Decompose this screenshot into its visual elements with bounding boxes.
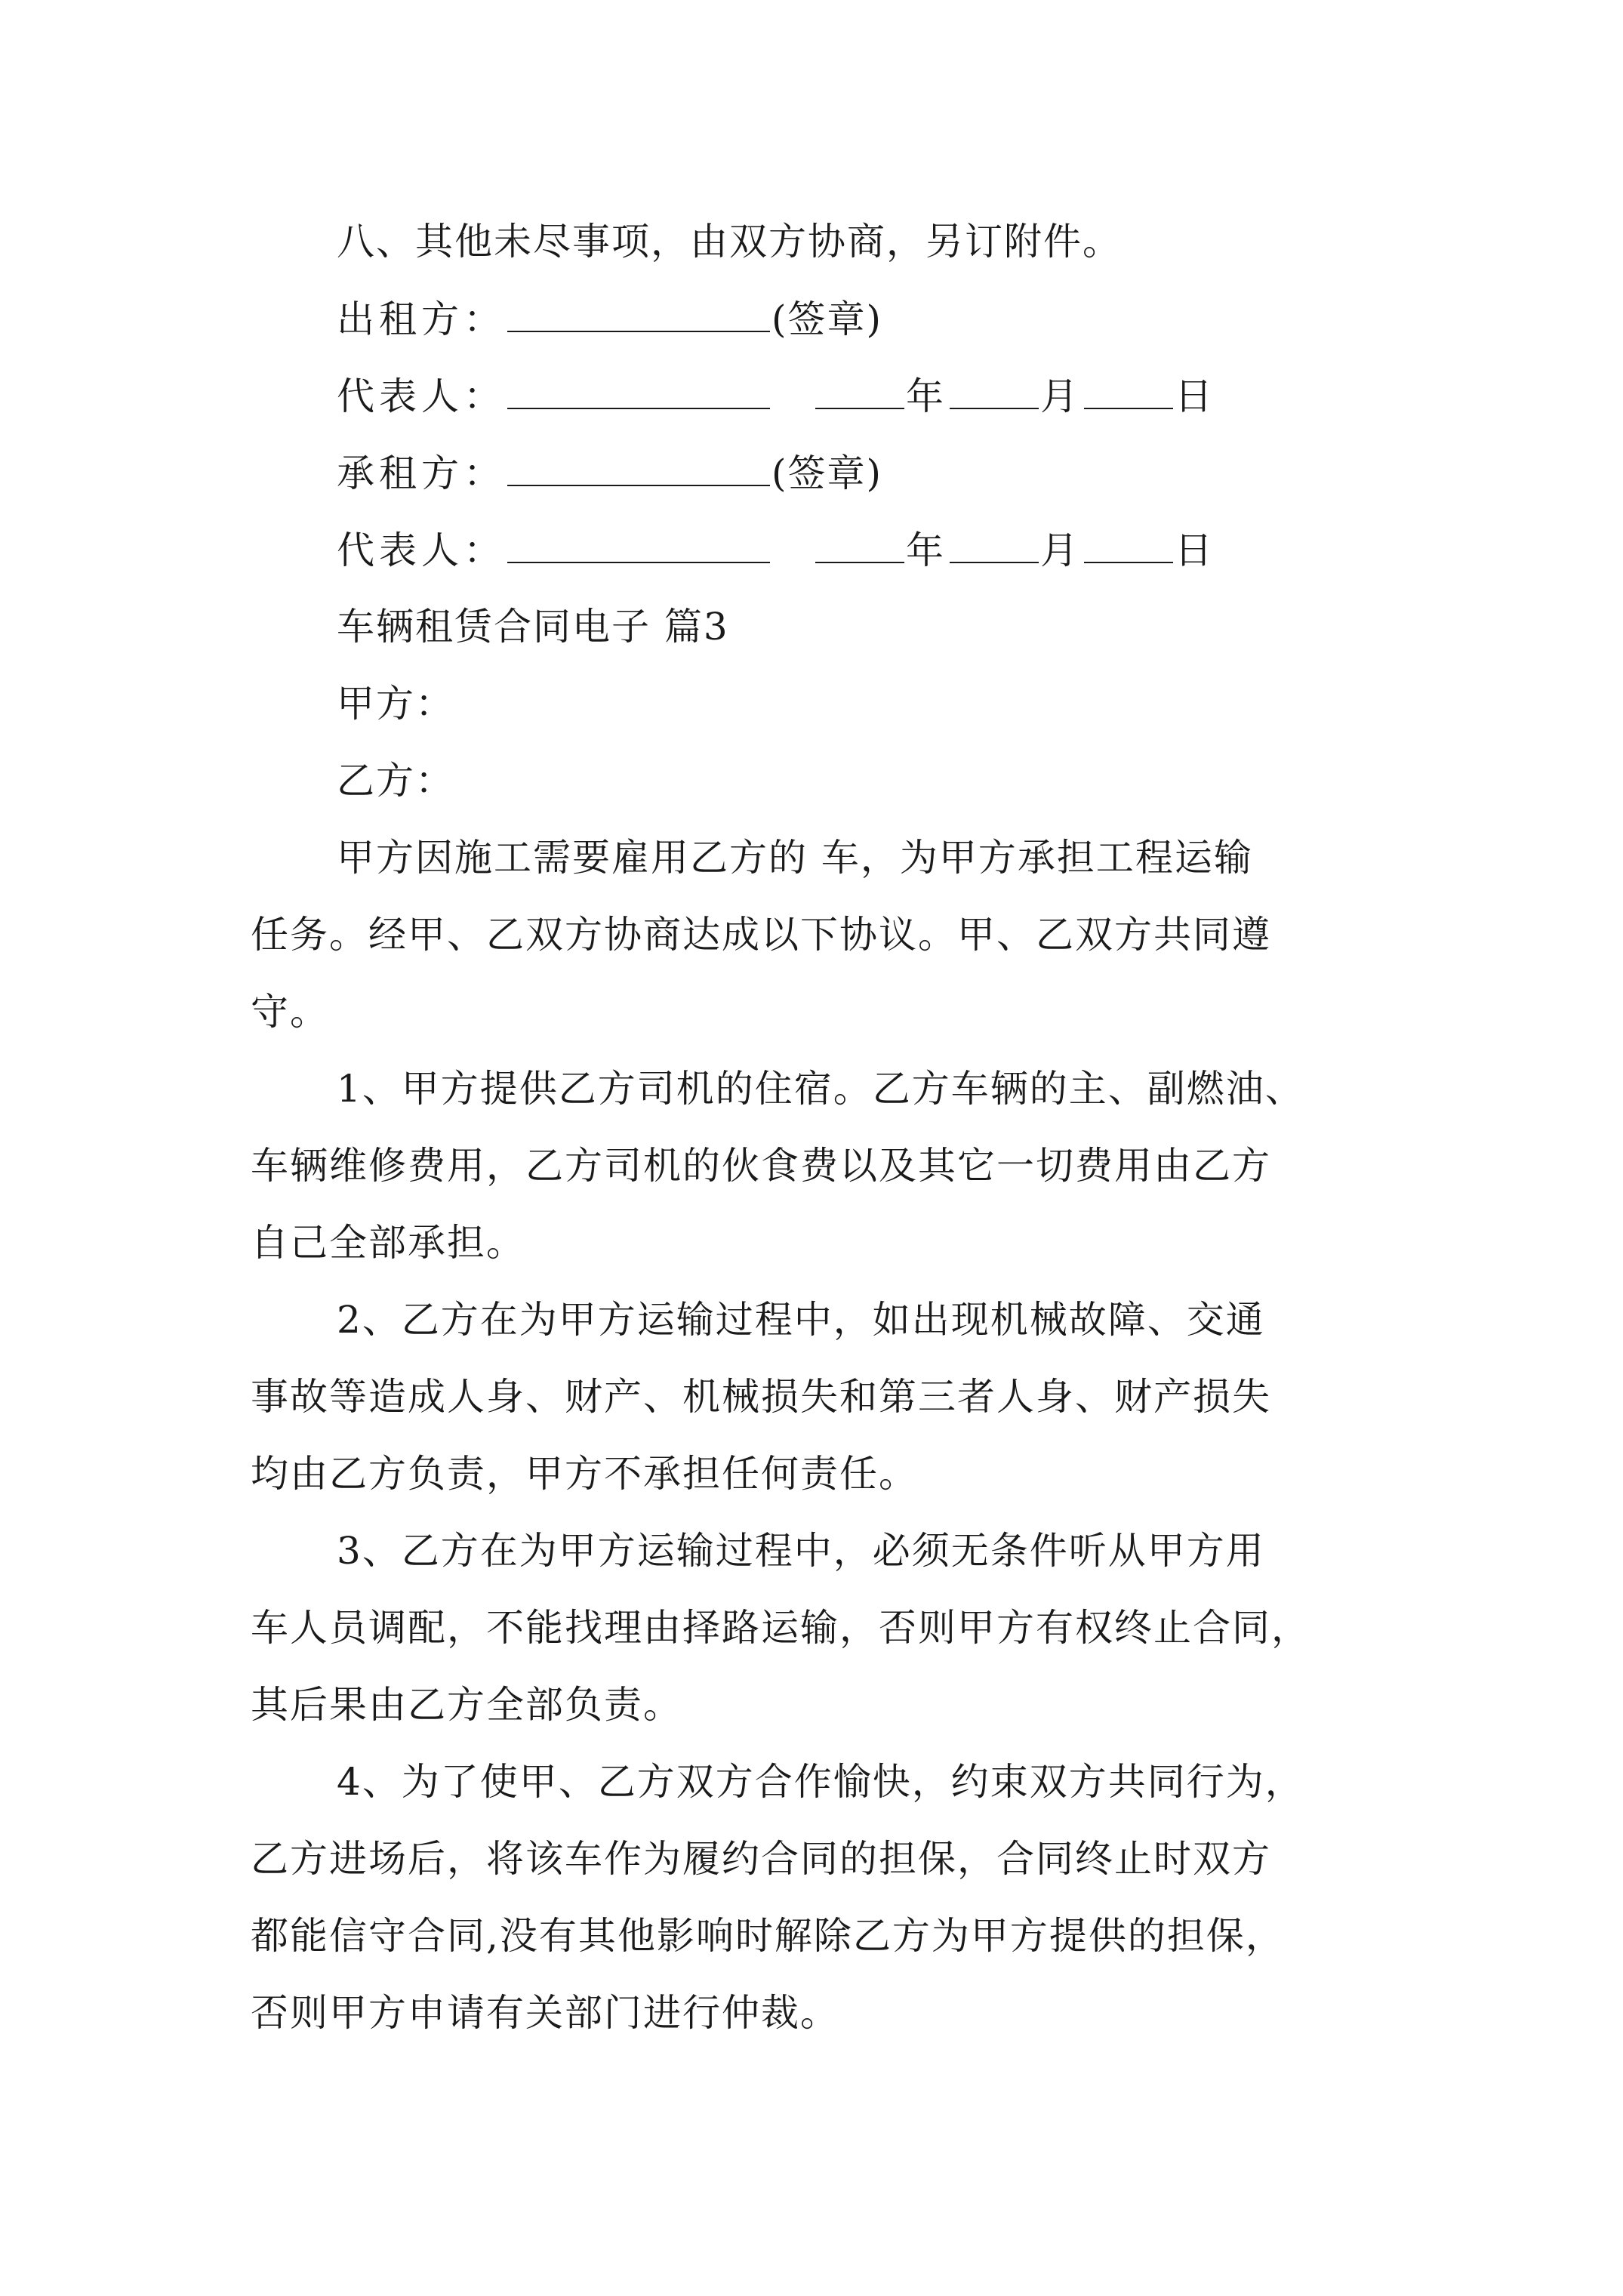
year-label: 年 [906, 374, 945, 418]
intro-line: 任务。经甲、乙双方协商达成以下协议。甲、乙双方共同遵 [251, 913, 1271, 957]
lessor-colon: ： [463, 297, 503, 341]
clause-1-line: 1、甲方提供乙方司机的住宿。乙方车辆的主、副燃油、 [337, 1067, 1304, 1111]
lessor-name-blank [507, 296, 770, 332]
clause-3-line: 3、乙方在为甲方运输过程中，必须无条件听从甲方用 [337, 1529, 1265, 1573]
party-b: 乙方： [337, 759, 454, 803]
rep-label-char: 表 [379, 529, 418, 572]
lessee-label-char: 方 [421, 451, 460, 495]
item-eight: 八、其他未尽事项，由双方协商，另订附件。 [337, 220, 1122, 264]
month-blank [950, 527, 1039, 563]
rep-name-blank [507, 527, 770, 563]
rep-label-char: 人 [421, 529, 460, 572]
lessor-seal: (签章) [771, 297, 883, 341]
lessee-label-char: 租 [379, 451, 418, 495]
day-blank [1084, 373, 1173, 409]
clause-2-line: 2、乙方在为甲方运输过程中，如出现机械故障、交通 [337, 1298, 1265, 1342]
year-blank [815, 527, 904, 563]
clause-1-line: 自己全部承担。 [251, 1221, 525, 1265]
lessee-colon: ： [463, 451, 503, 495]
rep-label-char: 代 [337, 374, 376, 418]
intro-line: 甲方因施工需要雇用乙方的 车，为甲方承担工程运输 [337, 836, 1253, 880]
month-label: 月 [1040, 374, 1079, 418]
rep-colon: ： [463, 529, 503, 572]
party-a: 甲方： [337, 682, 454, 726]
lessee-label-char: 承 [337, 451, 376, 495]
rep-colon: ： [463, 374, 503, 418]
rep-name-blank [507, 373, 770, 409]
rep-label-char: 代 [337, 529, 376, 572]
year-label: 年 [906, 529, 945, 572]
clause-3-line: 车人员调配，不能找理由择路运输，否则甲方有权终止合同， [251, 1606, 1310, 1650]
clause-4-line: 4、为了使甲、乙方双方合作愉快，约束双方共同行为， [337, 1760, 1304, 1804]
rep-label-char: 人 [421, 374, 460, 418]
lessor-label-char: 方 [421, 297, 460, 341]
lessor-label-char: 租 [379, 297, 418, 341]
lessee-signature-line [337, 450, 882, 496]
clause-3-line: 其后果由乙方全部负责。 [251, 1683, 682, 1727]
rep-label-char: 表 [379, 374, 418, 418]
day-blank [1084, 527, 1173, 563]
intro-line: 守。 [251, 990, 329, 1034]
lessee-name-blank [507, 450, 770, 486]
clause-2-line: 均由乙方负责，甲方不承担任何责任。 [251, 1452, 918, 1496]
day-label: 日 [1175, 529, 1214, 572]
section-title: 车辆租赁合同电子 篇3 [337, 605, 729, 649]
clause-4-line: 否则甲方申请有关部门进行仲裁。 [251, 1991, 839, 2035]
clause-1-line: 车辆维修费用，乙方司机的伙食费以及其它一切费用由乙方 [251, 1144, 1271, 1188]
lessor-rep-line [337, 373, 1214, 419]
month-label: 月 [1040, 529, 1079, 572]
day-label: 日 [1175, 374, 1214, 418]
clause-4-line: 乙方进场后，将该车作为履约合同的担保，合同终止时双方 [251, 1837, 1271, 1881]
lessor-signature-line [337, 296, 882, 342]
lessor-label-char: 出 [337, 297, 376, 341]
month-blank [950, 373, 1039, 409]
clause-4-line: 都能信守合同,没有其他影响时解除乙方为甲方提供的担保， [251, 1914, 1285, 1958]
year-blank [815, 373, 904, 409]
lessee-seal: (签章) [771, 451, 883, 495]
clause-2-line: 事故等造成人身、财产、机械损失和第三者人身、财产损失 [251, 1375, 1271, 1419]
lessee-rep-line [337, 527, 1214, 573]
